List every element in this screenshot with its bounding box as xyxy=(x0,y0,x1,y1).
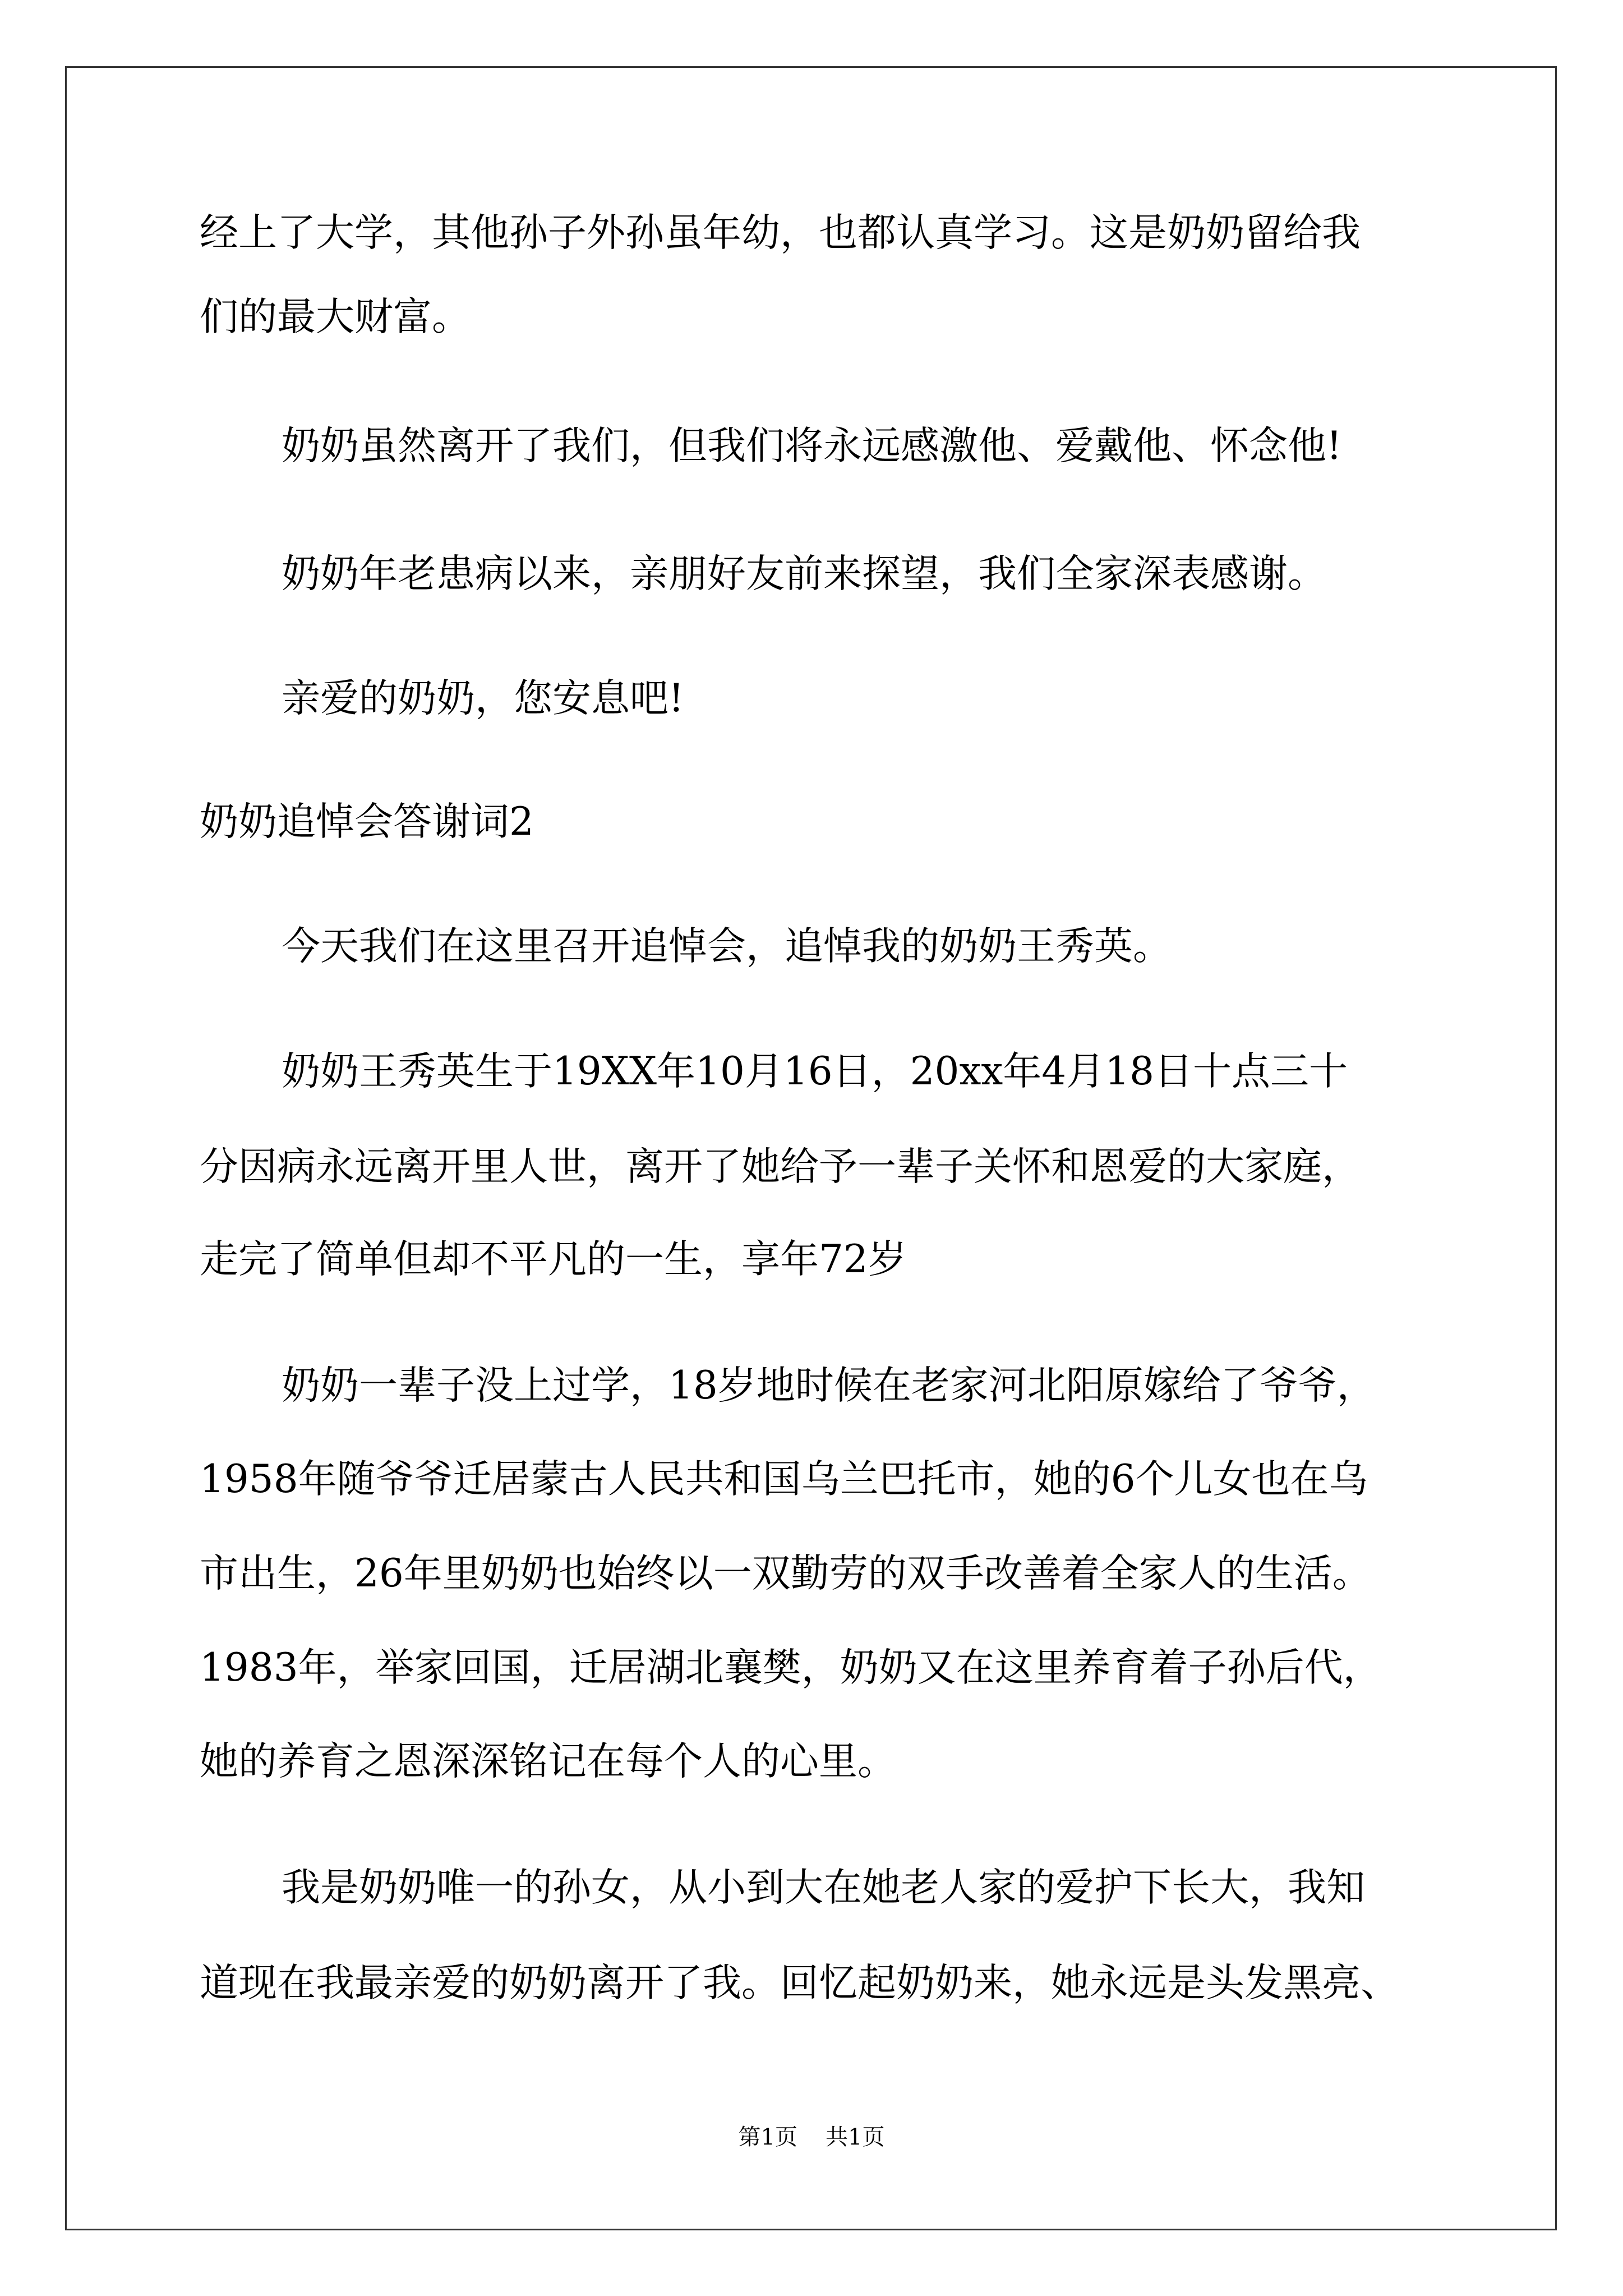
paragraph-line: 奶奶虽然离开了我们，但我们将永远感激他、爱戴他、怀念他! xyxy=(282,424,1342,468)
total-pages: 共1页 xyxy=(826,2124,885,2150)
text-line: 她的养育之恩深深铭记在每个人的心里。 xyxy=(200,1739,896,1784)
page-footer xyxy=(0,2120,1623,2154)
text-line: 分因病永远离开里人世，离开了她给予一辈子关怀和恩爱的大家庭， xyxy=(200,1144,1361,1189)
paragraph-line: 奶奶王秀英生于19XX年10月16日，20xx年4月18日十点三十 xyxy=(282,1049,1348,1094)
text-line: 道现在我最亲爱的奶奶离开了我。回忆起奶奶来，她永远是头发黑亮、 xyxy=(200,1961,1399,2005)
page-number: 第1页 xyxy=(738,2124,797,2150)
text-line: 经上了大学，其他孙子外孙虽年幼，也都认真学习。这是奶奶留给我 xyxy=(200,210,1361,255)
text-line: 1983年，举家回国，迁居湖北襄樊，奶奶又在这里养育着子孙后代， xyxy=(200,1645,1382,1690)
paragraph-line: 今天我们在这里召开追悼会，追悼我的奶奶王秀英。 xyxy=(282,924,1172,969)
section-title: 奶奶追悼会答谢词2 xyxy=(200,799,534,844)
paragraph-line: 亲爱的奶奶，您安息吧! xyxy=(282,676,684,721)
paragraph-line: 奶奶一辈子没上过学，18岁地时候在老家河北阳原嫁给了爷爷， xyxy=(282,1363,1376,1408)
text-line: 1958年随爷爷迁居蒙古人民共和国乌兰巴托市，她的6个儿女也在乌 xyxy=(200,1457,1368,1502)
text-line: 们的最大财富。 xyxy=(200,295,471,339)
text-line: 走完了简单但却不平凡的一生，享年72岁 xyxy=(200,1237,907,1282)
paragraph-line: 奶奶年老患病以来，亲朋好友前来探望，我们全家深表感谢。 xyxy=(282,551,1326,596)
paragraph-line: 我是奶奶唯一的孙女，从小到大在她老人家的爱护下长大，我知 xyxy=(282,1865,1365,1910)
text-line: 市出生，26年里奶奶也始终以一双勤劳的双手改善着全家人的生活。 xyxy=(200,1551,1371,1596)
